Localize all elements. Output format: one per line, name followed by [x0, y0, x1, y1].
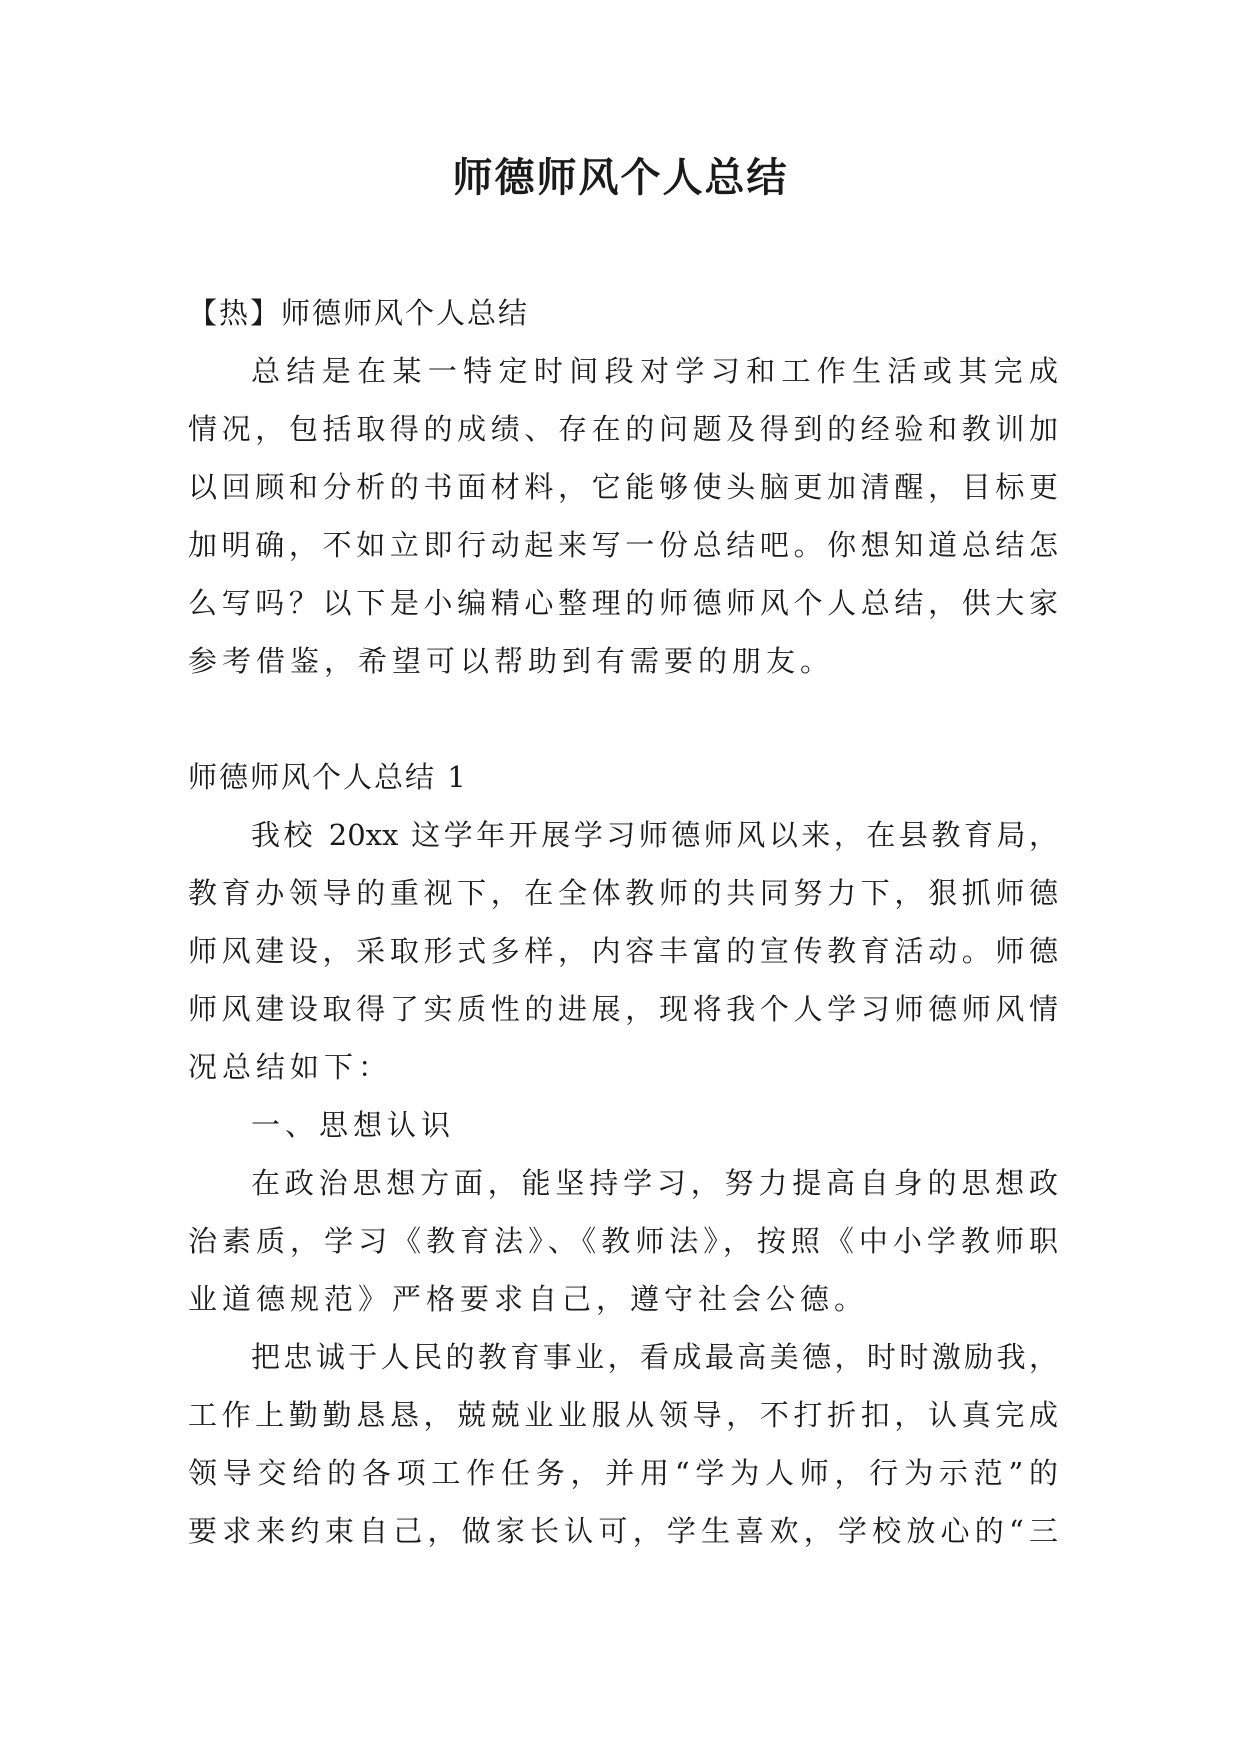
paragraph-line: 领导交给的各项工作任务，并用“学为人师，行为示范”的 — [188, 1456, 1058, 1490]
paragraph-spacer — [188, 690, 1058, 748]
paragraph-line: 在政治思想方面，能坚持学习，努力提高自身的思想政 — [251, 1166, 1058, 1200]
paragraph-line: 情况，包括取得的成绩、存在的问题及得到的经验和教训加 — [188, 412, 1058, 446]
paragraph-line: 把忠诚于人民的教育事业，看成最高美德，时时激励我， — [251, 1340, 1058, 1374]
paragraph-line: 业道德规范》严格要求自己，遵守社会公德。 — [188, 1282, 869, 1316]
paragraph-line: 教育办领导的重视下，在全体教师的共同努力下，狠抓师德 — [188, 876, 1058, 910]
paragraph-line: 我校 20xx 这学年开展学习师德师风以来，在县教育局， — [251, 818, 1058, 852]
document-body — [188, 284, 1058, 1560]
paragraph-line: 治素质，学习《教育法》、《教师法》，按照《中小学教师职 — [188, 1224, 1058, 1258]
paragraph-line: 么写吗？以下是小编精心整理的师德师风个人总结，供大家 — [188, 586, 1058, 620]
section1-paragraph-3 — [188, 1328, 1058, 1560]
section1-paragraph-1 — [188, 806, 1058, 1096]
paragraph-line: 要求来约束自己，做家长认可，学生喜欢，学校放心的“三 — [188, 1514, 1058, 1548]
subheading: 一、思想认识 — [251, 1108, 456, 1142]
page-title: 师德师风个人总结 — [452, 155, 789, 201]
paragraph-line: 加明确，不如立即行动起来写一份总结吧。你想知道总结怎 — [188, 528, 1058, 562]
section-heading: 师德师风个人总结 1 — [188, 760, 468, 794]
paragraph-line: 师风建设，采取形式多样，内容丰富的宣传教育活动。师德 — [188, 934, 1058, 968]
paragraph-line: 况总结如下： — [188, 1050, 393, 1084]
intro-heading: 【热】师德师风个人总结 — [188, 296, 530, 330]
section1-paragraph-2 — [188, 1154, 1058, 1328]
paragraph-line: 工作上勤勤恳恳，兢兢业业服从领导，不打折扣，认真完成 — [188, 1398, 1058, 1432]
paragraph-line: 参考借鉴，希望可以帮助到有需要的朋友。 — [188, 644, 835, 678]
paragraph-line: 师风建设取得了实质性的进展，现将我个人学习师德师风情 — [188, 992, 1058, 1026]
paragraph-line: 总结是在某一特定时间段对学习和工作生活或其完成 — [251, 354, 1058, 388]
paragraph-line: 以回顾和分析的书面材料，它能够使头脑更加清醒，目标更 — [188, 470, 1058, 504]
intro-paragraph — [188, 342, 1058, 690]
